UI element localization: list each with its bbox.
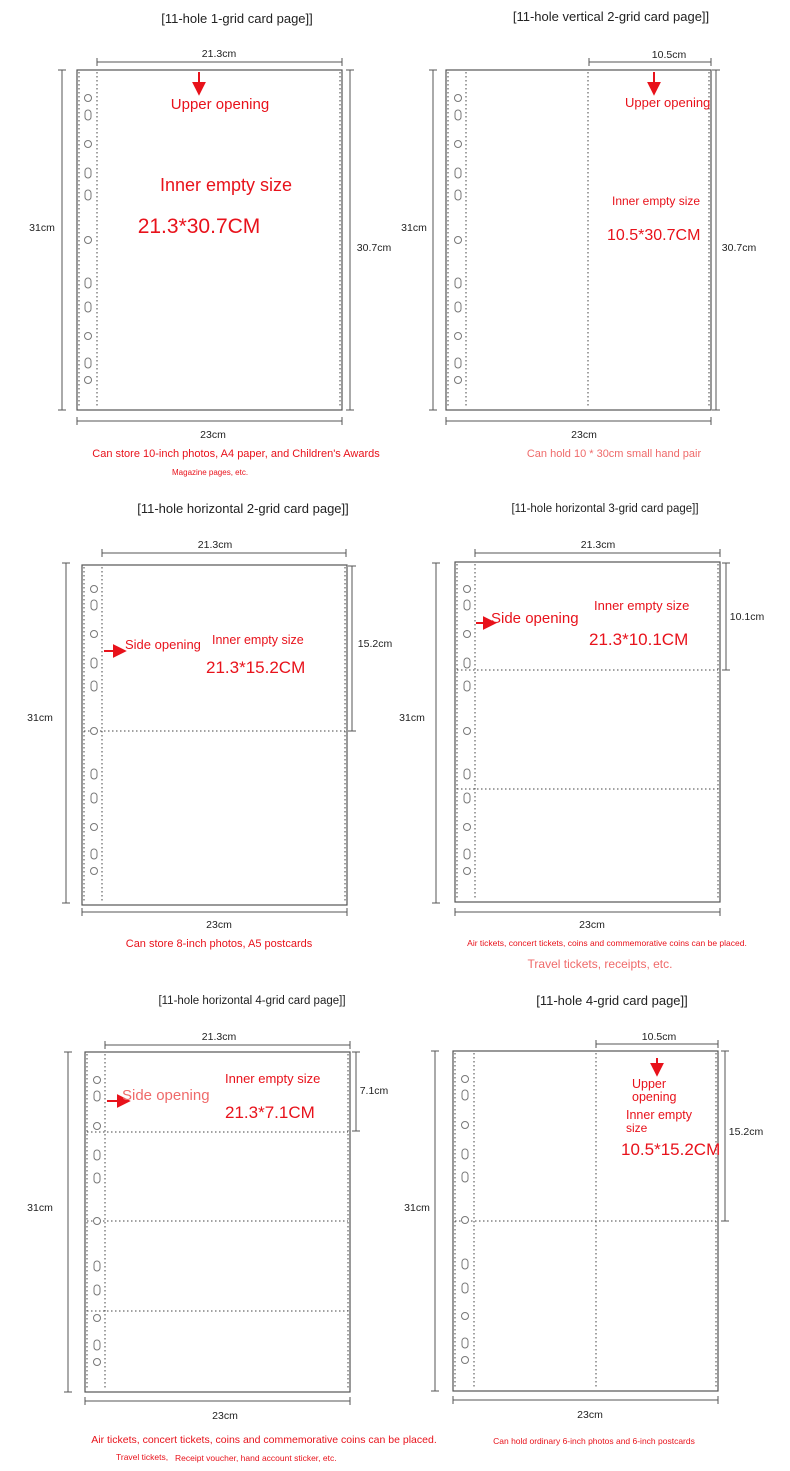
inner-height-label: 30.7cm	[356, 242, 392, 254]
inner-height-label: 10.1cm	[729, 611, 765, 623]
bottom-label: 23cm	[206, 919, 232, 931]
inner-size-label-line-1: Inner empty	[626, 1108, 693, 1122]
inner-size-value: 21.3*15.2CM	[206, 658, 306, 677]
width-label: 21.3cm	[197, 539, 233, 551]
width-label: 10.5cm	[641, 1031, 677, 1043]
panel-4-grid	[404, 993, 763, 1446]
panel-title: [11-hole horizontal 2-grid card page]]	[137, 501, 349, 516]
opening-label-line-2: opening	[632, 1090, 677, 1104]
height-label: 31cm	[27, 712, 53, 724]
opening-label: Upper opening	[170, 96, 270, 113]
binder-holes	[94, 1077, 101, 1366]
inner-height-label: 30.7cm	[721, 242, 757, 254]
panel-vertical-2-grid	[401, 9, 756, 460]
opening-label: Side opening	[491, 610, 579, 627]
panel-title: [11-hole horizontal 3-grid card page]]	[511, 503, 699, 515]
caption: Air tickets, concert tickets, coins and commemorative coins can be placed.	[91, 1434, 437, 1446]
caption: Air tickets, concert tickets, coins and commemorative coins can be placed.	[467, 938, 747, 948]
height-label: 31cm	[404, 1202, 430, 1214]
inner-size-value: 21.3*30.7CM	[137, 215, 261, 238]
opening-label: Side opening	[125, 637, 201, 652]
binder-holes	[464, 586, 471, 875]
bottom-label: 23cm	[579, 919, 605, 931]
bottom-label: 23cm	[571, 429, 597, 441]
inner-size-value: 21.3*7.1CM	[225, 1103, 315, 1122]
inner-size-label: Inner empty size	[612, 194, 701, 208]
binder-holes	[85, 95, 92, 384]
inner-size-value: 10.5*30.7CM	[607, 227, 701, 244]
width-label: 21.3cm	[580, 539, 616, 551]
inner-height-label: 7.1cm	[359, 1085, 389, 1097]
caption: Can hold ordinary 6-inch photos and 6-inch postcards	[493, 1436, 695, 1446]
height-label: 31cm	[27, 1202, 53, 1214]
height-label: 31cm	[29, 222, 55, 234]
width-label: 21.3cm	[201, 1031, 237, 1043]
inner-size-label: Inner empty size	[594, 598, 690, 613]
height-label: 31cm	[401, 222, 427, 234]
caption-secondary-a: Travel tickets,	[116, 1452, 169, 1462]
caption: Can hold 10 * 30cm small hand pair	[526, 448, 702, 460]
inner-size-label: Inner empty size	[212, 633, 304, 647]
panel-horizontal-2-grid	[27, 501, 392, 950]
card-page-outline	[453, 1051, 721, 1391]
bottom-label: 23cm	[200, 429, 226, 441]
opening-label	[625, 95, 710, 110]
inner-size-label: Inner empty size	[225, 1071, 321, 1086]
binder-holes	[462, 1076, 469, 1364]
opening-label: Side opening	[122, 1087, 210, 1104]
inner-size-label-line-2: size	[626, 1121, 648, 1135]
inner-size-value: 10.5*15.2CM	[621, 1140, 721, 1159]
width-label: 10.5cm	[651, 49, 687, 61]
panel-title: [11-hole 1-grid card page]]	[161, 11, 313, 26]
caption-secondary: Travel tickets, receipts, etc.	[527, 957, 673, 971]
inner-height-label: 15.2cm	[357, 638, 393, 650]
inner-size-value: 21.3*10.1CM	[589, 630, 689, 649]
opening-label-line-1: Upper	[632, 1077, 667, 1091]
caption-small: Magazine pages, etc.	[172, 468, 249, 477]
bottom-label: 23cm	[212, 1410, 238, 1422]
caption: Can store 10-inch photos, A4 paper, and Children's Awards	[92, 448, 380, 460]
inner-height-label: 15.2cm	[728, 1126, 764, 1138]
panel-1-grid	[29, 11, 391, 477]
bottom-label: 23cm	[577, 1409, 603, 1421]
card-page-outline	[82, 565, 347, 905]
inner-size-label: Inner empty size	[159, 175, 293, 195]
panel-horizontal-4-grid	[27, 995, 437, 1463]
binder-holes	[91, 586, 98, 875]
caption: Can store 8-inch photos, A5 postcards	[125, 938, 313, 950]
panel-horizontal-3-grid	[399, 503, 764, 971]
opening-label-line: Upper opening	[625, 95, 711, 110]
caption-secondary-b: Receipt voucher, hand account sticker, etc.	[175, 1453, 337, 1463]
card-page-outline	[77, 70, 342, 410]
panel-title: [11-hole 4-grid card page]]	[536, 993, 688, 1008]
panel-title: [11-hole vertical 2-grid card page]]	[512, 9, 710, 24]
binder-holes	[455, 95, 462, 384]
panel-title: [11-hole horizontal 4-grid card page]]	[158, 995, 346, 1007]
height-label: 31cm	[399, 712, 425, 724]
width-label: 21.3cm	[201, 48, 237, 60]
